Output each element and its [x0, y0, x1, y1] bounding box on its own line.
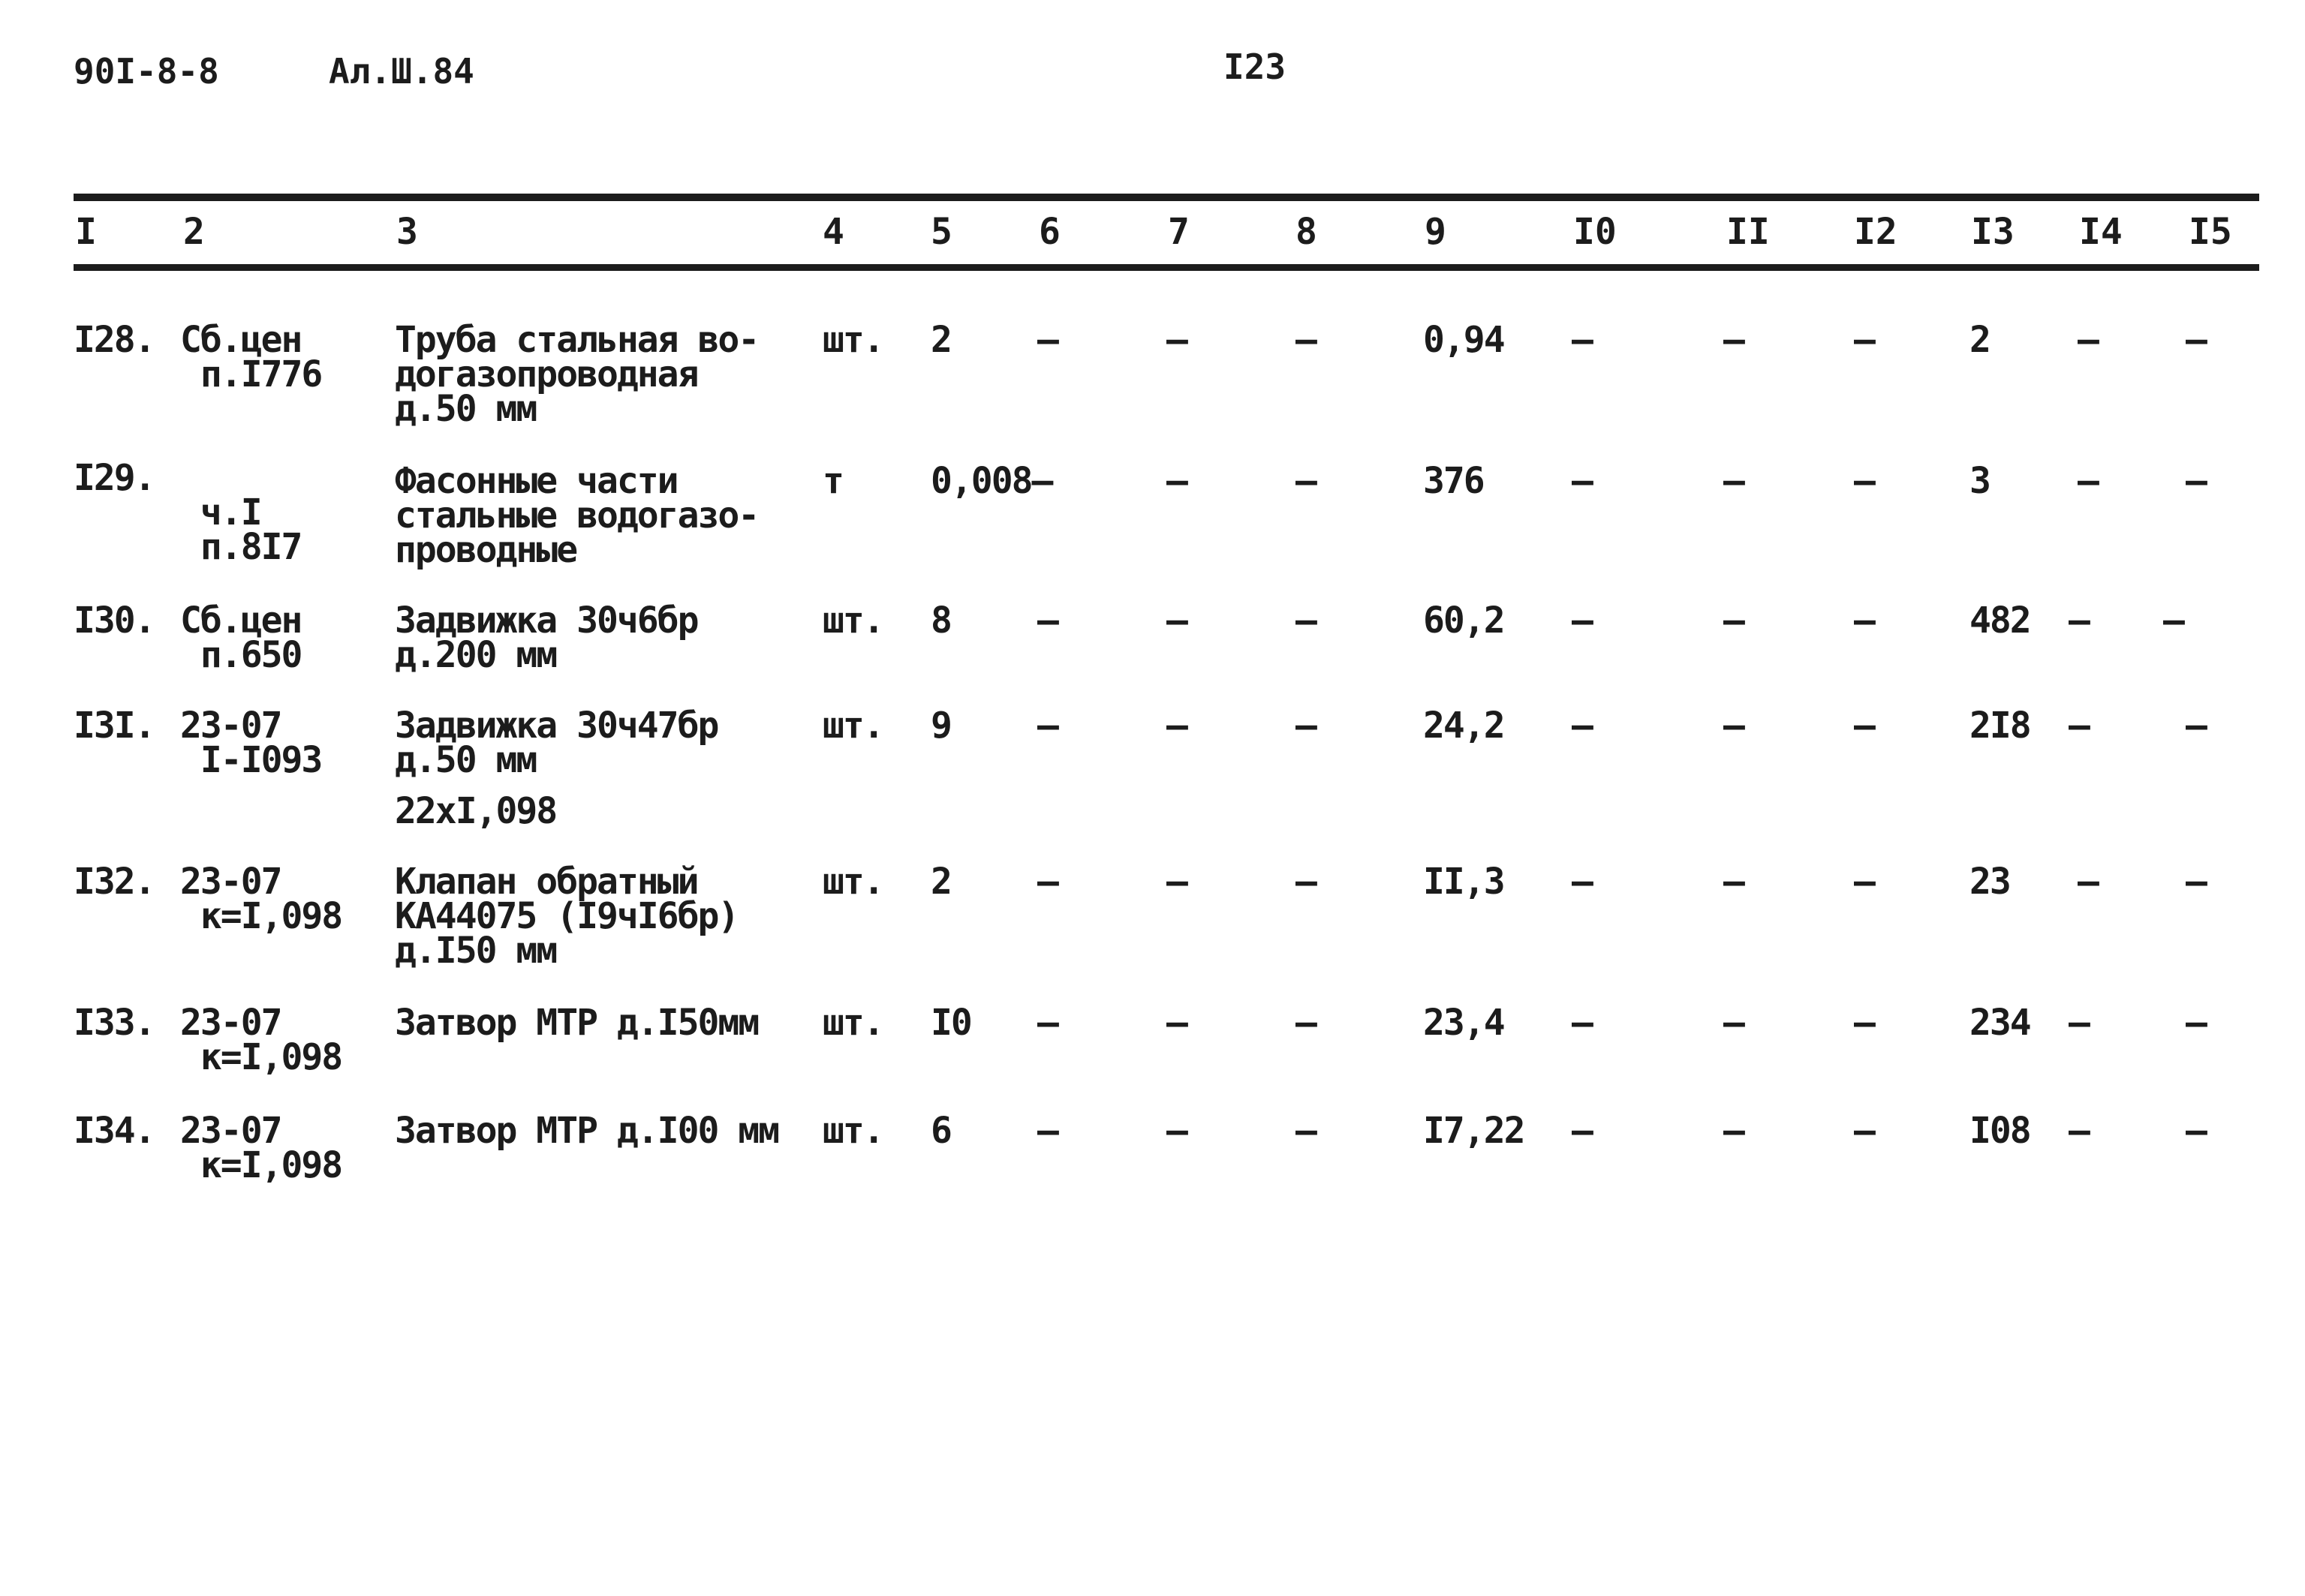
cell-col14: –: [2078, 460, 2098, 502]
cell-col13: I08: [1969, 1110, 2030, 1152]
cell-col9: I7,22: [1423, 1110, 1524, 1152]
table-header-rule: [74, 264, 2259, 271]
cell-col15: –: [2186, 861, 2206, 903]
cell-col13: 2: [1969, 319, 1990, 361]
cell-col14: –: [2069, 1110, 2089, 1152]
column-header-12: I2: [1854, 211, 1897, 253]
unit: шт.: [823, 705, 883, 747]
row-number: I30.: [74, 600, 155, 642]
price-reference: 23-07 к=I,098: [180, 1110, 342, 1186]
cell-col11: –: [1723, 1110, 1744, 1152]
cell-col15: –: [2186, 460, 2206, 502]
cell-col9: 23,4: [1423, 1002, 1504, 1044]
column-header-11: II: [1726, 211, 1770, 253]
column-header-4: 4: [823, 211, 844, 253]
cell-col12: –: [1854, 1002, 1874, 1044]
cell-col7: –: [1166, 705, 1187, 747]
cell-col8: –: [1295, 1110, 1316, 1152]
cell-col15: –: [2186, 1002, 2206, 1044]
cell-col12: –: [1854, 705, 1874, 747]
cell-col13: 2I8: [1969, 705, 2030, 747]
column-header-7: 7: [1168, 211, 1190, 253]
cell-col10: –: [1572, 705, 1592, 747]
cell-col8: –: [1295, 705, 1316, 747]
cell-col15: –: [2186, 1110, 2206, 1152]
cell-col10: –: [1572, 600, 1592, 642]
cell-col9: 24,2: [1423, 705, 1504, 747]
cell-col8: –: [1295, 460, 1316, 502]
cell-col9: 0,94: [1423, 319, 1504, 361]
cell-col11: –: [1723, 861, 1744, 903]
cell-col7: –: [1166, 460, 1187, 502]
item-name: Задвижка 30ч47бр д.50 мм: [395, 705, 718, 781]
cell-col5: 2: [931, 319, 951, 361]
cell-col14: –: [2069, 1002, 2089, 1044]
cell-col7: –: [1166, 600, 1187, 642]
cell-col7: –: [1166, 1002, 1187, 1044]
cell-col12: –: [1854, 319, 1874, 361]
row-number: I33.: [74, 1002, 155, 1044]
item-name: Труба стальная во- догазопроводная д.50 мм: [395, 319, 759, 430]
cell-col6: –: [1037, 600, 1058, 642]
item-name: Клапан обратный КА44075 (I9чI6бр) д.I50 мм: [395, 861, 739, 972]
cell-col15: –: [2186, 319, 2206, 361]
cell-col15: –: [2163, 600, 2183, 642]
cell-col9: 60,2: [1423, 600, 1504, 642]
column-header-10: I0: [1573, 211, 1617, 253]
column-header-15: I5: [2189, 211, 2232, 253]
price-reference: Сб.цен п.650: [180, 600, 302, 676]
item-name: Задвижка 30ч6бр д.200 мм: [395, 600, 698, 676]
cell-col12: –: [1854, 600, 1874, 642]
cell-col8: –: [1295, 1002, 1316, 1044]
cell-col13: 23: [1969, 861, 2010, 903]
unit: шт.: [823, 1002, 883, 1044]
unit: шт.: [823, 319, 883, 361]
cell-col11: –: [1723, 705, 1744, 747]
cell-col9: 376: [1423, 460, 1484, 502]
page-number: I23: [1223, 47, 1286, 87]
cell-col5: 0,008–: [931, 460, 1052, 502]
row-number: I3I.: [74, 705, 155, 747]
cell-col14: –: [2069, 705, 2089, 747]
cell-col11: –: [1723, 1002, 1744, 1044]
column-header-13: I3: [1971, 211, 2015, 253]
cell-col8: –: [1295, 319, 1316, 361]
cell-col7: –: [1166, 861, 1187, 903]
cell-col10: –: [1572, 319, 1592, 361]
column-header-6: 6: [1039, 211, 1061, 253]
item-name: Фасонные части стальные водогазо- проводные: [395, 460, 759, 571]
cell-col8: –: [1295, 600, 1316, 642]
cell-col11: –: [1723, 460, 1744, 502]
cell-col8: –: [1295, 861, 1316, 903]
cell-col5: 8: [931, 600, 951, 642]
cell-col14: –: [2069, 600, 2089, 642]
cell-col11: –: [1723, 600, 1744, 642]
column-header-5: 5: [931, 211, 952, 253]
unit: шт.: [823, 861, 883, 903]
cell-col6: –: [1037, 1110, 1058, 1152]
unit: шт.: [823, 600, 883, 642]
cell-col13: 3: [1969, 460, 1990, 502]
cell-col11: –: [1723, 319, 1744, 361]
column-header-1: I: [75, 211, 97, 253]
cell-col10: –: [1572, 460, 1592, 502]
cell-col6: –: [1037, 319, 1058, 361]
cell-col7: –: [1166, 319, 1187, 361]
item-name: Затвор МТР д.I50мм: [395, 1002, 759, 1044]
unit: шт.: [823, 1110, 883, 1152]
row-number: I34.: [74, 1110, 155, 1152]
cell-col7: –: [1166, 1110, 1187, 1152]
cell-col12: –: [1854, 460, 1874, 502]
cell-col9: II,3: [1423, 861, 1504, 903]
unit: т: [823, 460, 843, 502]
cell-col5: I0: [931, 1002, 971, 1044]
column-header-9: 9: [1425, 211, 1446, 253]
row-number: I32.: [74, 861, 155, 903]
cell-col6: –: [1037, 861, 1058, 903]
price-reference: 23-07 I-I093: [180, 705, 322, 781]
cell-col5: 9: [931, 705, 951, 747]
cell-col10: –: [1572, 1002, 1592, 1044]
price-reference: ч.I п.8I7: [200, 491, 302, 568]
cell-col10: –: [1572, 1110, 1592, 1152]
cell-col5: 2: [931, 861, 951, 903]
doc-code: 90I-8-8: [74, 51, 219, 92]
cell-col6: –: [1037, 1002, 1058, 1044]
price-reference: Сб.цен п.I776: [180, 319, 322, 395]
cell-col15: –: [2186, 705, 2206, 747]
row-number: I28.: [74, 319, 155, 361]
cell-col5: 6: [931, 1110, 951, 1152]
row-number: I29.: [74, 457, 155, 499]
price-reference: 23-07 к=I,098: [180, 861, 342, 937]
cell-col10: –: [1572, 861, 1592, 903]
column-header-14: I4: [2079, 211, 2123, 253]
cell-col14: –: [2078, 861, 2098, 903]
cell-col14: –: [2078, 319, 2098, 361]
price-reference: 23-07 к=I,098: [180, 1002, 342, 1078]
coefficient-note: 22хI,098: [395, 790, 557, 832]
cell-col13: 234: [1969, 1002, 2030, 1044]
column-header-8: 8: [1295, 211, 1317, 253]
cell-col6: –: [1037, 705, 1058, 747]
album-label: Ал.Ш.84: [329, 51, 474, 92]
cell-col12: –: [1854, 1110, 1874, 1152]
cell-col13: 482: [1969, 600, 2030, 642]
item-name: Затвор МТР д.I00 мм: [395, 1110, 779, 1152]
table-top-rule: [74, 194, 2259, 201]
column-header-3: 3: [396, 211, 418, 253]
cell-col12: –: [1854, 861, 1874, 903]
column-header-2: 2: [183, 211, 205, 253]
